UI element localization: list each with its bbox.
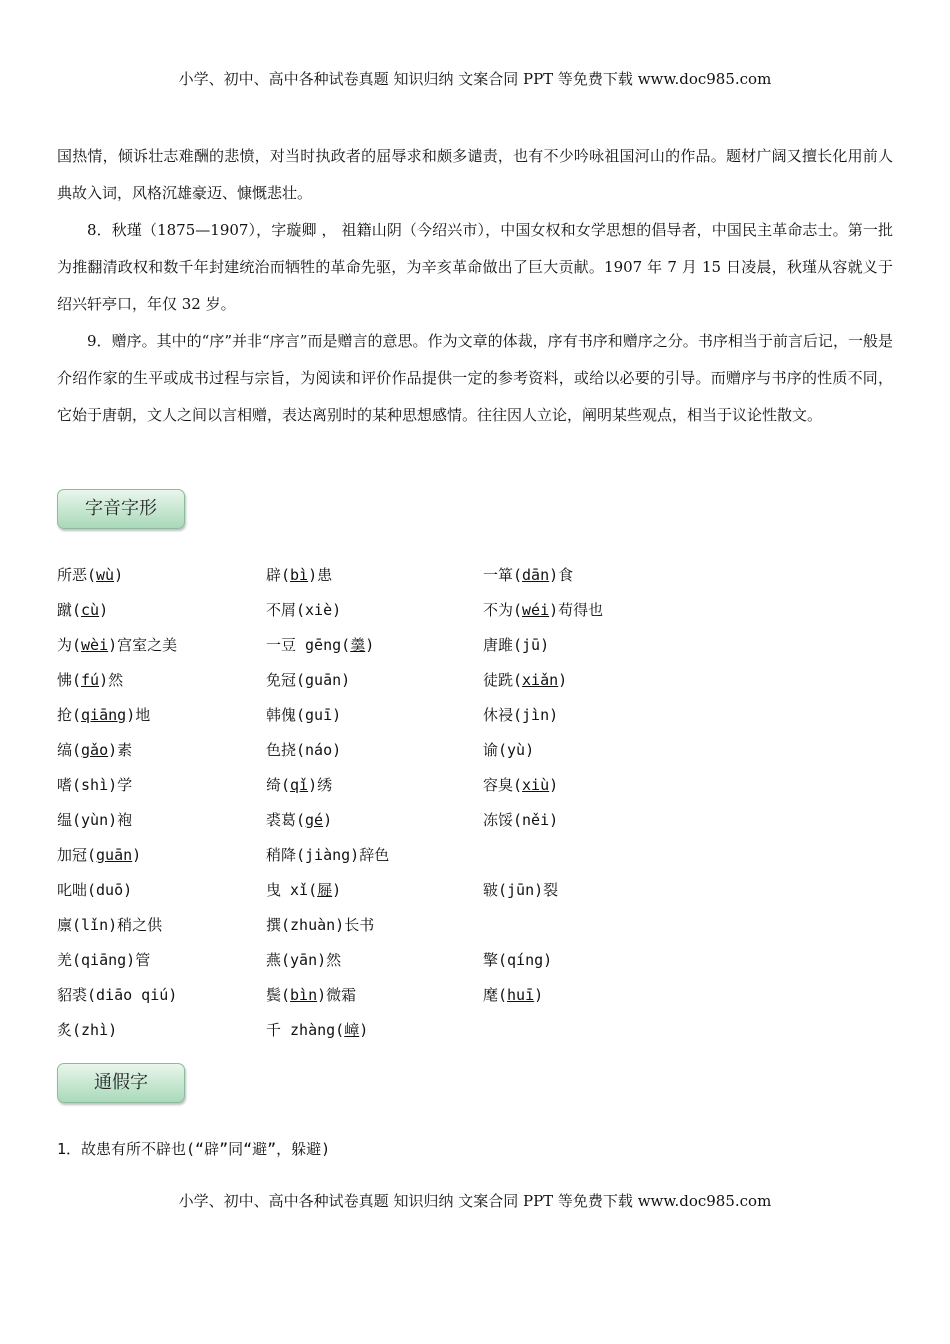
page-footer: 小学、初中、高中各种试卷真题 知识归纳 文案合同 PPT 等免费下载 www.doc985.com (178, 1192, 772, 1210)
item-text: 不屑(xiè) (266, 601, 342, 619)
page-header: 小学、初中、高中各种试卷真题 知识归纳 文案合同 PPT 等免费下载 www.doc985.com (178, 70, 772, 88)
item-text: 叱咄(duō) (57, 881, 133, 899)
pronunciation-item (483, 810, 558, 830)
item-text: 一箪( (483, 566, 523, 584)
item-text: 韩傀(guī) (266, 706, 342, 724)
item-text: ) (332, 881, 342, 899)
item-text: 鬓( (266, 986, 291, 1004)
item-text: 曳 xǐ( (266, 881, 318, 899)
section-tag-pronunciation: 字音字形 (57, 489, 185, 529)
pronunciation-item (57, 565, 123, 585)
pronunciation-item (57, 845, 141, 865)
pronunciation-item (266, 600, 341, 620)
underlined-pinyin: qiāng (81, 706, 127, 724)
item-text: ) (365, 636, 375, 654)
item-text: )食 (549, 566, 574, 584)
item-text: 辟( (266, 566, 291, 584)
pronunciation-item (483, 880, 558, 900)
item-text: 撰(zhuàn)长书 (266, 916, 375, 934)
underlined-pinyin: wù (96, 566, 115, 584)
item-text: ) (132, 846, 142, 864)
pronunciation-item (57, 705, 150, 725)
underlined-pinyin: guān (96, 846, 133, 864)
item-text: ) (323, 811, 333, 829)
underlined-pinyin: dān (522, 566, 550, 584)
item-text: )地 (126, 706, 151, 724)
pronunciation-item (266, 880, 341, 900)
pronunciation-item (266, 740, 341, 760)
item-text: ) (558, 671, 568, 689)
item-text: ) (549, 776, 559, 794)
section-tag-loan-characters: 通假字 (57, 1063, 185, 1103)
paragraph-3: 9．赠序。其中的“序”并非“序言”而是赠言的意思。作为文章的体裁，序有书序和赠序之分。书序相当于前言后记，一般是介绍作家的生平或成书过程与宗旨，为阅读和评价作品提供一定的参考资料，或给以必要的引导。而赠序与书序的性质不同，它始于唐朝，文人之间以言相赠，表达离别时的某种思想感情。往往因人立论，阐明某些观点，相当于议论性散文。 (57, 332, 893, 424)
pronunciation-item (266, 810, 332, 830)
item-text: 炙(zhì) (57, 1021, 118, 1039)
pronunciation-item (266, 635, 374, 655)
item-text: 廪(lǐn)稍之供 (57, 916, 163, 934)
loan-character-item: 1．故患有所不辟也(“辟”同“避”，躲避) (57, 1140, 331, 1158)
underlined-pinyin: huī (507, 986, 535, 1004)
item-text: )绣 (308, 776, 333, 794)
item-text: 皲(jūn)裂 (483, 881, 559, 899)
item-text: 冻馁(něi) (483, 811, 559, 829)
pronunciation-item (266, 705, 341, 725)
underlined-pinyin: gǎo (81, 741, 109, 759)
item-text: 嗜(shì)学 (57, 776, 133, 794)
item-text: 为( (57, 636, 82, 654)
item-text: 千 zhàng( (266, 1021, 345, 1039)
paragraph-1: 国热情，倾诉壮志难酬的悲愤，对当时执政者的屈辱求和颇多谴责，也有不少吟咏祖国河山的作品。题材广阔又擅长化用前人典故入词，风格沉雄豪迈、慷慨悲壮。 (57, 147, 893, 202)
item-text: )然 (99, 671, 124, 689)
item-text: 羌(qiāng)管 (57, 951, 151, 969)
pronunciation-item (266, 845, 389, 865)
pronunciation-item (57, 950, 150, 970)
underlined-pinyin: 羹 (350, 636, 366, 654)
item-text: 麾( (483, 986, 508, 1004)
item-text: )宫室之美 (108, 636, 178, 654)
item-text: 稍降(jiàng)辞色 (266, 846, 390, 864)
item-text: 蹴( (57, 601, 82, 619)
underlined-pinyin: 嶂 (344, 1021, 360, 1039)
pronunciation-item (483, 635, 549, 655)
item-text: 一豆 gēng( (266, 636, 351, 654)
item-text: 貂裘(diāo qiú) (57, 986, 178, 1004)
item-text: 唐雎(jū) (483, 636, 550, 654)
pronunciation-item (57, 635, 177, 655)
underlined-pinyin: 屣 (317, 881, 333, 899)
pronunciation-item (483, 775, 558, 795)
item-text: 加冠( (57, 846, 97, 864)
pronunciation-item (57, 775, 132, 795)
pronunciation-item (57, 1020, 117, 1040)
pronunciation-item (57, 915, 162, 935)
pronunciation-item (57, 600, 108, 620)
item-text: 不为( (483, 601, 523, 619)
pronunciation-item (57, 880, 132, 900)
underlined-pinyin: bì (290, 566, 309, 584)
pronunciation-item (57, 985, 177, 1005)
item-text: ) (99, 601, 109, 619)
item-text: )微霜 (317, 986, 357, 1004)
pronunciation-item (483, 600, 603, 620)
item-text: 所恶( (57, 566, 97, 584)
item-text: 休祲(jìn) (483, 706, 559, 724)
paragraph-2: 8．秋瑾（1875—1907），字璇卿 ， 祖籍山阴（今绍兴市），中国女权和女学思想的倡导者，中国民主革命志士。第一批为推翻清政权和数千年封建统治而牺牲的革命先驱，为辛亥革命做出了巨大贡献。1907 年 7 月 15 日凌晨，秋瑾从容就义于绍兴轩亭口，年仅 32 岁。 (57, 221, 893, 313)
item-text: ) (114, 566, 124, 584)
pronunciation-item (266, 915, 374, 935)
item-text: ) (359, 1021, 369, 1039)
underlined-pinyin: wèi (81, 636, 109, 654)
pronunciation-item (483, 565, 573, 585)
pronunciation-item (266, 565, 332, 585)
item-text: ) (534, 986, 544, 1004)
pronunciation-item (57, 670, 123, 690)
pronunciation-item (483, 705, 558, 725)
underlined-pinyin: xiù (522, 776, 550, 794)
pronunciation-item (266, 950, 341, 970)
item-text: 缟( (57, 741, 82, 759)
underlined-pinyin: fú (81, 671, 100, 689)
item-text: 谕(yù) (483, 741, 535, 759)
item-text: 色挠(náo) (266, 741, 342, 759)
item-text: 缊(yùn)袍 (57, 811, 133, 829)
underlined-pinyin: cù (81, 601, 100, 619)
item-text: 怫( (57, 671, 82, 689)
item-text: 擎(qíng) (483, 951, 553, 969)
pronunciation-item (266, 775, 332, 795)
pronunciation-item (483, 670, 567, 690)
pronunciation-item (266, 985, 356, 1005)
underlined-pinyin: qǐ (290, 776, 309, 794)
underlined-pinyin: xiǎn (522, 671, 559, 689)
item-text: )患 (308, 566, 333, 584)
pronunciation-item (483, 740, 534, 760)
underlined-pinyin: wéi (522, 601, 550, 619)
item-text: 抢( (57, 706, 82, 724)
pronunciation-item (57, 810, 132, 830)
item-text: 免冠(guān) (266, 671, 351, 689)
pronunciation-item (266, 670, 350, 690)
underlined-pinyin: gé (305, 811, 324, 829)
item-text: 燕(yān)然 (266, 951, 342, 969)
item-text: 裘葛( (266, 811, 306, 829)
item-text: )苟得也 (549, 601, 604, 619)
item-text: 绮( (266, 776, 291, 794)
item-text: 容臭( (483, 776, 523, 794)
pronunciation-item (483, 950, 552, 970)
item-text: 徒跣( (483, 671, 523, 689)
item-text: )素 (108, 741, 133, 759)
pronunciation-item (57, 740, 132, 760)
underlined-pinyin: bìn (290, 986, 318, 1004)
pronunciation-item (483, 985, 543, 1005)
pronunciation-item (266, 1020, 368, 1040)
